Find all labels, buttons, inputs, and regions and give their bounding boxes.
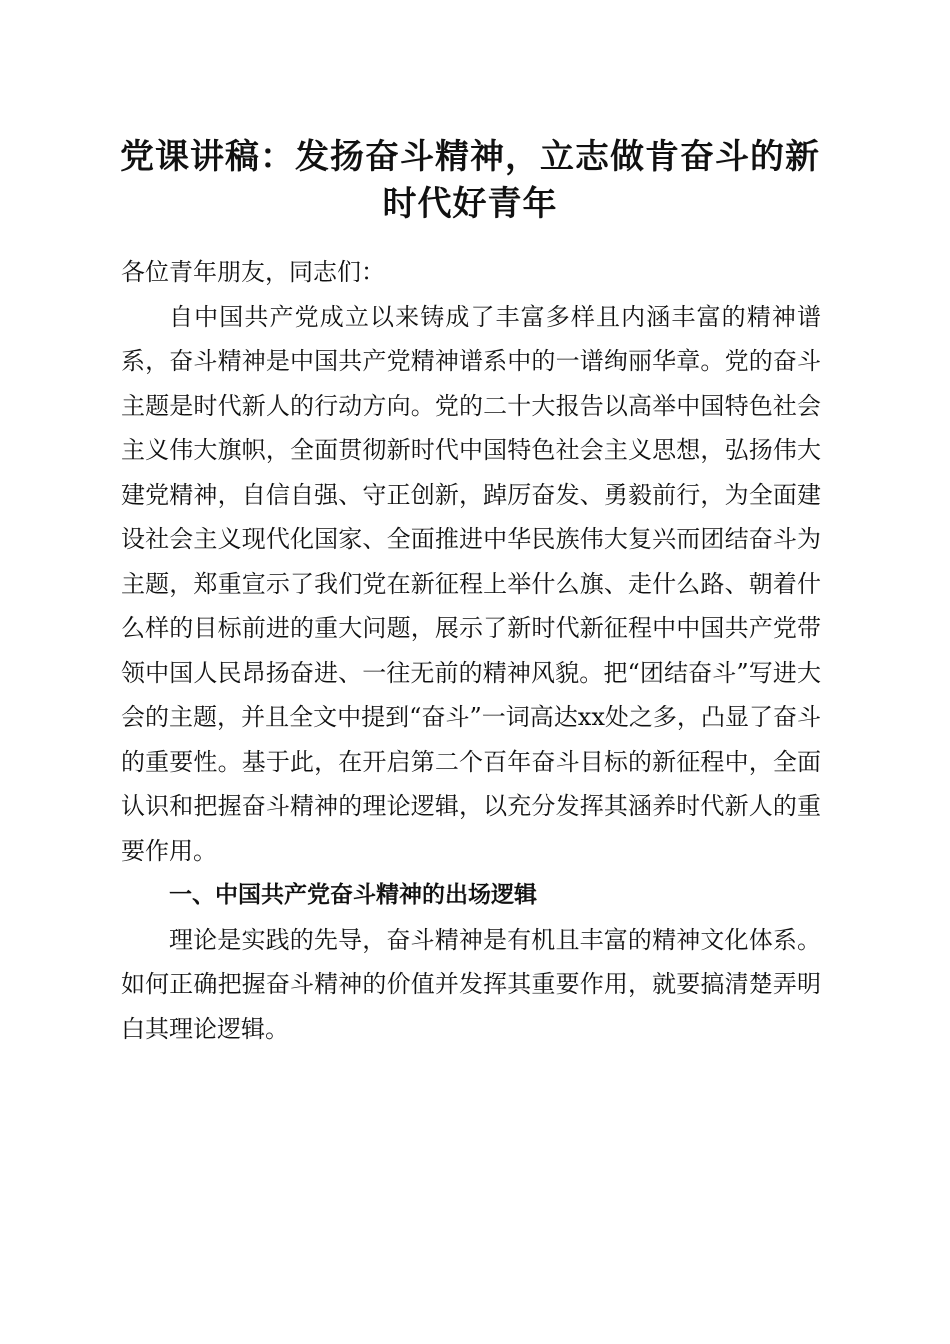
paragraph-section-1: 理论是实践的先导，奋斗精神是有机且丰富的精神文化体系。如何正确把握奋斗精神的价值并发挥其重要作用，就要搞清楚弄明白其理论逻辑。 [121, 925, 821, 1043]
greeting: 各位青年朋友，同志们： [121, 258, 385, 286]
document-title: 党课讲稿：发扬奋斗精神，立志做肯奋斗的新时代好青年 [120, 137, 820, 224]
paragraph-intro: 自中国共产党成立以来铸成了丰富多样且内涵丰富的精神谱系，奋斗精神是中国共产党精神谱系中的一谱绚丽华章。党的奋斗主题是时代新人的行动方向。党的二十大报告以高举中国特色社会主义伟大旗帜，全面贯彻新时代中国特色社会主义思想，弘扬伟大建党精神，自信自强、守正创新，踔厉奋发、勇毅前行，为全面建设社会主义现代化国家、全面推进中华民族伟大复兴而团结奋斗为主题，郑重宣示了我们党在新征程上举什么旗、走什么路、朝着什么样的目标前进的重大问题，展示了新时代新征程中中国共产党带领中国人民昂扬奋进、一往无前的精神风貌。把“团结奋斗”写进大会的主题，并且全文中提到“奋斗”一词高达xx处之多，凸显了奋斗的重要性。基于此，在开启第二个百年奋斗目标的新征程中，全面认识和把握奋斗精神的理论逻辑，以充分发挥其涵养时代新人的重要作用。 [121, 302, 821, 865]
document-body [121, 250, 821, 1051]
section-heading-1: 一、中国共产党奋斗精神的出场逻辑 [169, 882, 537, 908]
